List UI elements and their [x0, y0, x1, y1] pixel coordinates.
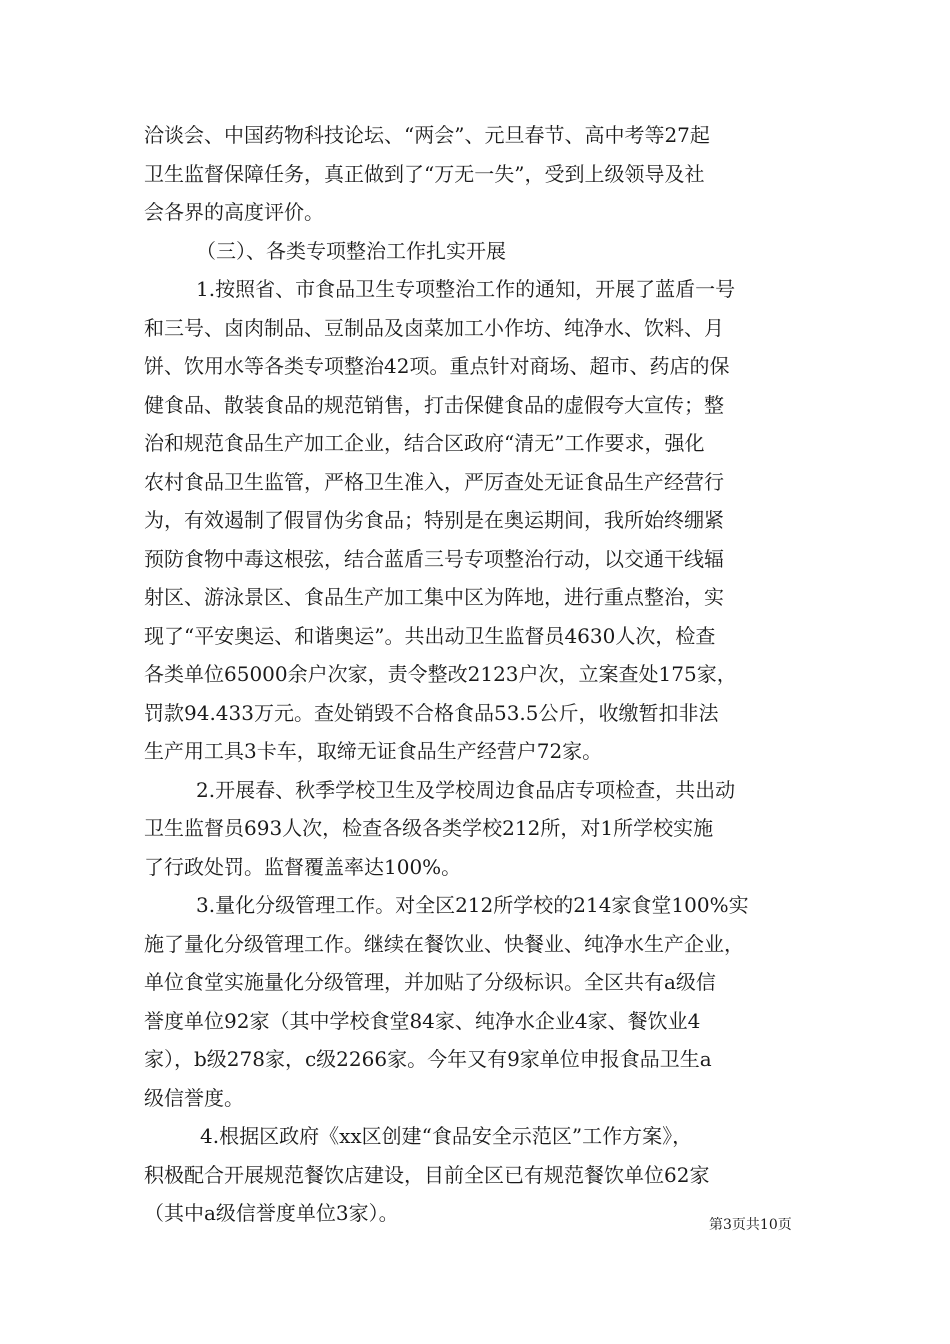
text-line: 各类单位65000余户次家，责令整改2123户次，立案查处175家， [144, 662, 737, 686]
document-body [144, 116, 812, 1233]
text-line: 治和规范食品生产加工企业，结合区政府“清无”工作要求，强化 [144, 431, 705, 455]
text-line: 卫生监督保障任务，真正做到了“万无一失”，受到上级领导及社 [144, 161, 705, 186]
text-line: 家），b级278家，c级2266家。今年又有9家单位申报食品卫生a [144, 1047, 712, 1071]
text-line: 施了量化分级管理工作。继续在餐饮业、快餐业、纯净水生产企业， [144, 931, 744, 956]
text-line: 射区、游泳景区、食品生产加工集中区为阵地，进行重点整治，实 [144, 585, 724, 609]
text-line: 为，有效遏制了假冒伪劣食品；特别是在奥运期间，我所始终绷紧 [144, 508, 724, 532]
text-line: 预防食物中毒这根弦，结合蓝盾三号专项整治行动，以交通干线辐 [144, 546, 724, 571]
text-line: 会各界的高度评价。 [144, 200, 324, 224]
text-line: （其中a级信誉度单位3家）。 [144, 1201, 399, 1225]
text-line: 誉度单位92家（其中学校食堂84家、纯净水企业4家、餐饮业4 [144, 1008, 701, 1033]
text-line: 罚款94.433万元。查处销毁不合格食品53.5公斤，收缴暂扣非法 [144, 700, 719, 725]
text-line: 农村食品卫生监管，严格卫生准入，严厉查处无证食品生产经营行 [144, 469, 724, 494]
text-line: 3.量化分级管理工作。对全区212所学校的214家食堂100%实 [196, 893, 749, 917]
text-line: 单位食堂实施量化分级管理，并加贴了分级标识。全区共有a级信 [144, 970, 716, 994]
text-line: 了行政处罚。监督覆盖率达100%。 [144, 854, 462, 879]
text-line: 卫生监督员693人次，检查各级各类学校212所，对1所学校实施 [144, 816, 714, 840]
text-line: 和三号、卤肉制品、豆制品及卤菜加工小作坊、纯净水、饮料、月 [144, 315, 724, 340]
text-line: 饼、饮用水等各类专项整治42项。重点针对商场、超市、药店的保 [144, 354, 730, 378]
text-line: 洽谈会、中国药物科技论坛、“两会”、元旦春节、高中考等27起 [144, 123, 710, 147]
page-number: 第3页共10页 [709, 1217, 792, 1233]
text-line: 4.根据区政府《xx区创建“食品安全示范区”工作方案》， [200, 1124, 693, 1148]
section-heading: （三）、各类专项整治工作扎实开展 [196, 238, 506, 263]
text-line: 健食品、散装食品的规范销售，打击保健食品的虚假夸大宣传；整 [144, 392, 724, 417]
text-line: 积极配合开展规范餐饮店建设，目前全区已有规范餐饮单位62家 [144, 1162, 710, 1187]
text-line: 级信誉度。 [144, 1085, 244, 1110]
text-line: 1.按照省、市食品卫生专项整治工作的通知，开展了蓝盾一号 [196, 277, 736, 301]
text-line: 生产用工具3卡车，取缔无证食品生产经营户72家。 [144, 739, 603, 763]
text-line: 2.开展春、秋季学校卫生及学校周边食品店专项检查，共出动 [196, 777, 736, 802]
text-line: 现了“平安奥运、和谐奥运”。共出动卫生监督员4630人次，检查 [144, 623, 716, 648]
